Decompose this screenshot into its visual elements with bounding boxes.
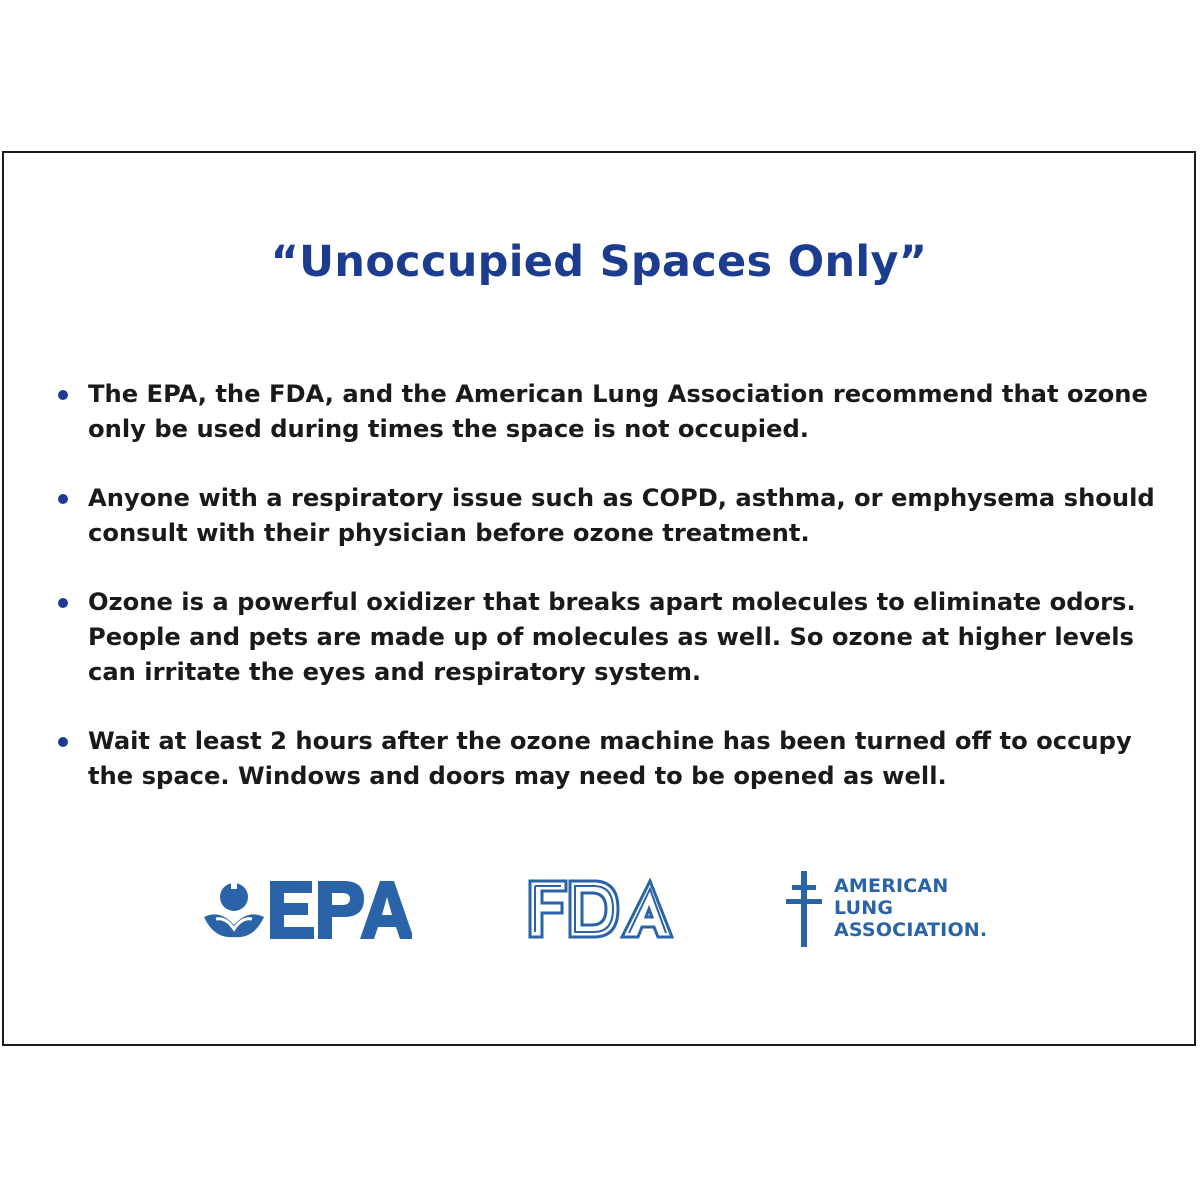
bullet-dot-icon <box>58 494 68 504</box>
bullet-item <box>56 377 1166 447</box>
bullet-text: Wait at least 2 hours after the ozone machine has been turned off to occupy the space. Windows and doors may need to be opened as well. <box>88 727 1132 790</box>
bullet-item <box>56 724 1166 794</box>
ala-line-lung: LUNG <box>834 897 894 919</box>
bullet-text: Anyone with a respiratory issue such as COPD, asthma, or emphysema should consult with their physician before ozone treatment. <box>88 484 1155 547</box>
bullet-text: The EPA, the FDA, and the American Lung Association recommend that ozone only be used during times the space is not occupied. <box>88 380 1148 443</box>
american-lung-association-logo <box>784 869 1014 954</box>
ala-wordmark <box>834 875 987 941</box>
logo-row <box>4 863 1194 953</box>
bullet-list <box>56 377 1166 828</box>
bullet-dot-icon <box>58 598 68 608</box>
slide <box>2 151 1196 1046</box>
bullet-item <box>56 585 1166 690</box>
bullet-item <box>56 481 1166 551</box>
bullet-dot-icon <box>58 390 68 400</box>
slide-title: “Unoccupied Spaces Only” <box>270 237 928 287</box>
bullet-text: Ozone is a powerful oxidizer that breaks apart molecules to eliminate odors. People and pets are made up of molecules as well. So ozone at higher levels can irritate the eyes and respiratory system. <box>88 588 1136 686</box>
ala-line-association: ASSOCIATION. <box>834 919 988 941</box>
ala-line-american: AMERICAN <box>834 875 949 897</box>
epa-logo-icon <box>202 875 412 945</box>
fda-logo-icon <box>526 875 676 945</box>
bullet-dot-icon <box>58 737 68 747</box>
lorraine-cross-icon <box>784 869 824 954</box>
